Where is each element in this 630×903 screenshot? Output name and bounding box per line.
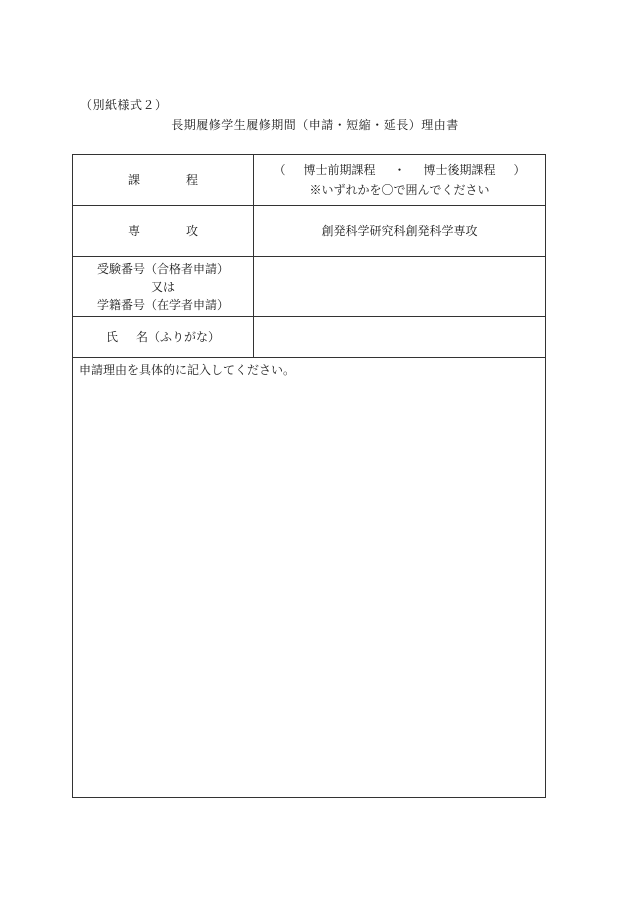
major-value: 創発科学研究科創発科学専攻 (254, 206, 546, 257)
name-label (73, 317, 254, 358)
major-row (73, 206, 546, 257)
exam-number-label: 受験番号（合格者申請） (96, 261, 229, 276)
name-row (73, 317, 546, 358)
id-number-field[interactable] (254, 257, 546, 317)
student-number-label: 学籍番号（在学者申請） (96, 297, 229, 312)
course-options (254, 160, 545, 180)
course-label-char-1: 課 (127, 173, 140, 187)
id-number-row (73, 257, 546, 317)
or-label: 又は (150, 279, 175, 294)
name-label-rest: 名（ふりがな） (136, 330, 221, 344)
name-field[interactable] (254, 317, 546, 358)
major-label-char-1: 専 (127, 224, 140, 238)
course-instruction: ※いずれかを〇で囲んでください (309, 183, 490, 197)
reason-prompt: 申請理由を具体的に記入してください。 (79, 363, 296, 377)
reason-row (73, 358, 546, 798)
application-form-table (72, 154, 546, 798)
course-label-char-2: 程 (186, 173, 199, 187)
form-number: （別紙様式２） (80, 98, 168, 112)
major-label-char-2: 攻 (186, 224, 199, 238)
option-doctoral-course[interactable]: 博士後期課程 (423, 163, 496, 177)
option-close-paren: ） (513, 163, 526, 177)
option-open-paren: （ (273, 163, 286, 177)
reason-field[interactable] (73, 358, 546, 798)
major-label (73, 206, 254, 257)
name-label-char-1: 氏 (105, 330, 118, 344)
id-number-label (73, 257, 254, 317)
document-title: 長期履修学生履修期間（申請・短縮・延長）理由書 (171, 118, 459, 132)
option-separator: ・ (393, 163, 406, 177)
course-label (73, 155, 254, 206)
course-row (73, 155, 546, 206)
option-master-course[interactable]: 博士前期課程 (303, 163, 376, 177)
course-options-cell[interactable] (254, 155, 546, 206)
